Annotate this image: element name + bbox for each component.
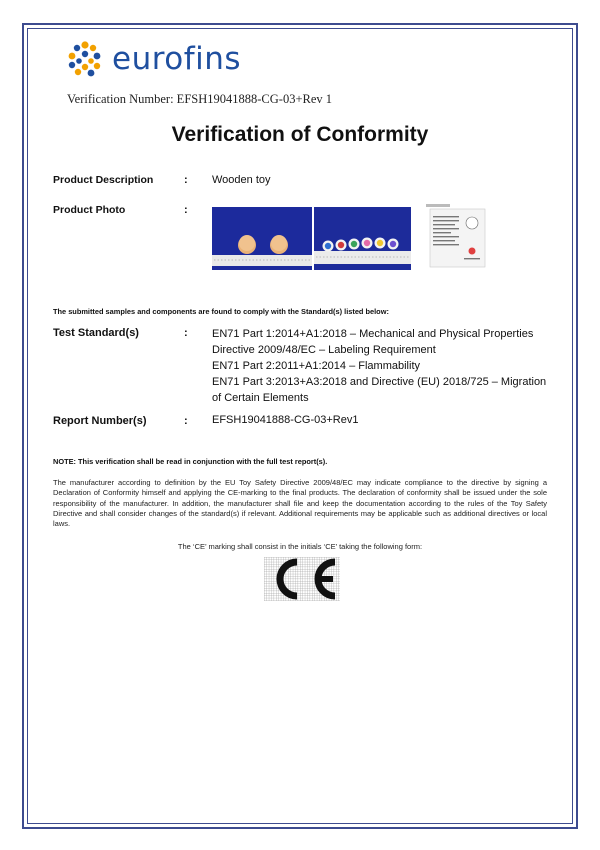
ce-mark-icon bbox=[264, 557, 340, 606]
product-description-label: Product Description bbox=[53, 174, 154, 186]
ce-caption: The ‘CE’ marking shall consist in the initials ‘CE’ taking the following form: bbox=[177, 542, 423, 551]
eurofins-dots-logo-icon bbox=[66, 40, 104, 78]
product-photo-balls bbox=[212, 207, 312, 270]
directive-paragraph: The manufacturer according to definition by the EU Toy Safety Directive 2009/48/EC may indicate compliance to the directive by signing a Declaration of Conformity himself and applying the CE-marking to the final products. The declaration of conformity shall be issued under the sole responsibility of the manufacturer. In addition, the manufacturer shall file and keep the documentation according to the rules of the Toy Safety Directive and shall consider changes of the standard(s) if relevant. Additional requirements may be applicable such as additional directives or local laws. bbox=[53, 478, 547, 529]
logo-text: eurofins bbox=[112, 40, 242, 77]
colon: : bbox=[184, 174, 188, 186]
standard-line: EN71 Part 3:2013+A3:2018 and Directive (EU) 2018/725 – Migration bbox=[212, 376, 547, 388]
test-standard-label: Test Standard(s) bbox=[53, 327, 139, 339]
product-description-value: Wooden toy bbox=[212, 174, 271, 186]
product-photo-colored-discs bbox=[314, 207, 411, 270]
note-text: NOTE: This verification shall be read in conjunction with the full test report(s). bbox=[53, 457, 328, 466]
colon: : bbox=[184, 204, 188, 216]
product-photo-label-card bbox=[424, 203, 490, 270]
eurofins-logo bbox=[66, 40, 241, 78]
report-number-value: EFSH19041888-CG-03+Rev1 bbox=[212, 414, 359, 426]
compliance-statement: The submitted samples and components are found to comply with the Standard(s) listed below: bbox=[53, 307, 389, 316]
standard-line: EN71 Part 1:2014+A1:2018 – Mechanical and Physical Properties bbox=[212, 328, 534, 340]
standard-line: EN71 Part 2:2011+A1:2014 – Flammability bbox=[212, 360, 420, 372]
report-number-label: Report Number(s) bbox=[53, 415, 147, 427]
colon: : bbox=[184, 415, 188, 427]
page-title: Verification of Conformity bbox=[171, 123, 429, 146]
verification-number: Verification Number: EFSH19041888-CG-03+Rev 1 bbox=[67, 92, 333, 106]
product-photo-label: Product Photo bbox=[53, 204, 126, 216]
colon: : bbox=[184, 327, 188, 339]
standard-line: Directive 2009/48/EC – Labeling Requirement bbox=[212, 344, 436, 356]
standards-list bbox=[212, 326, 552, 406]
standard-line: of Certain Elements bbox=[212, 392, 309, 404]
